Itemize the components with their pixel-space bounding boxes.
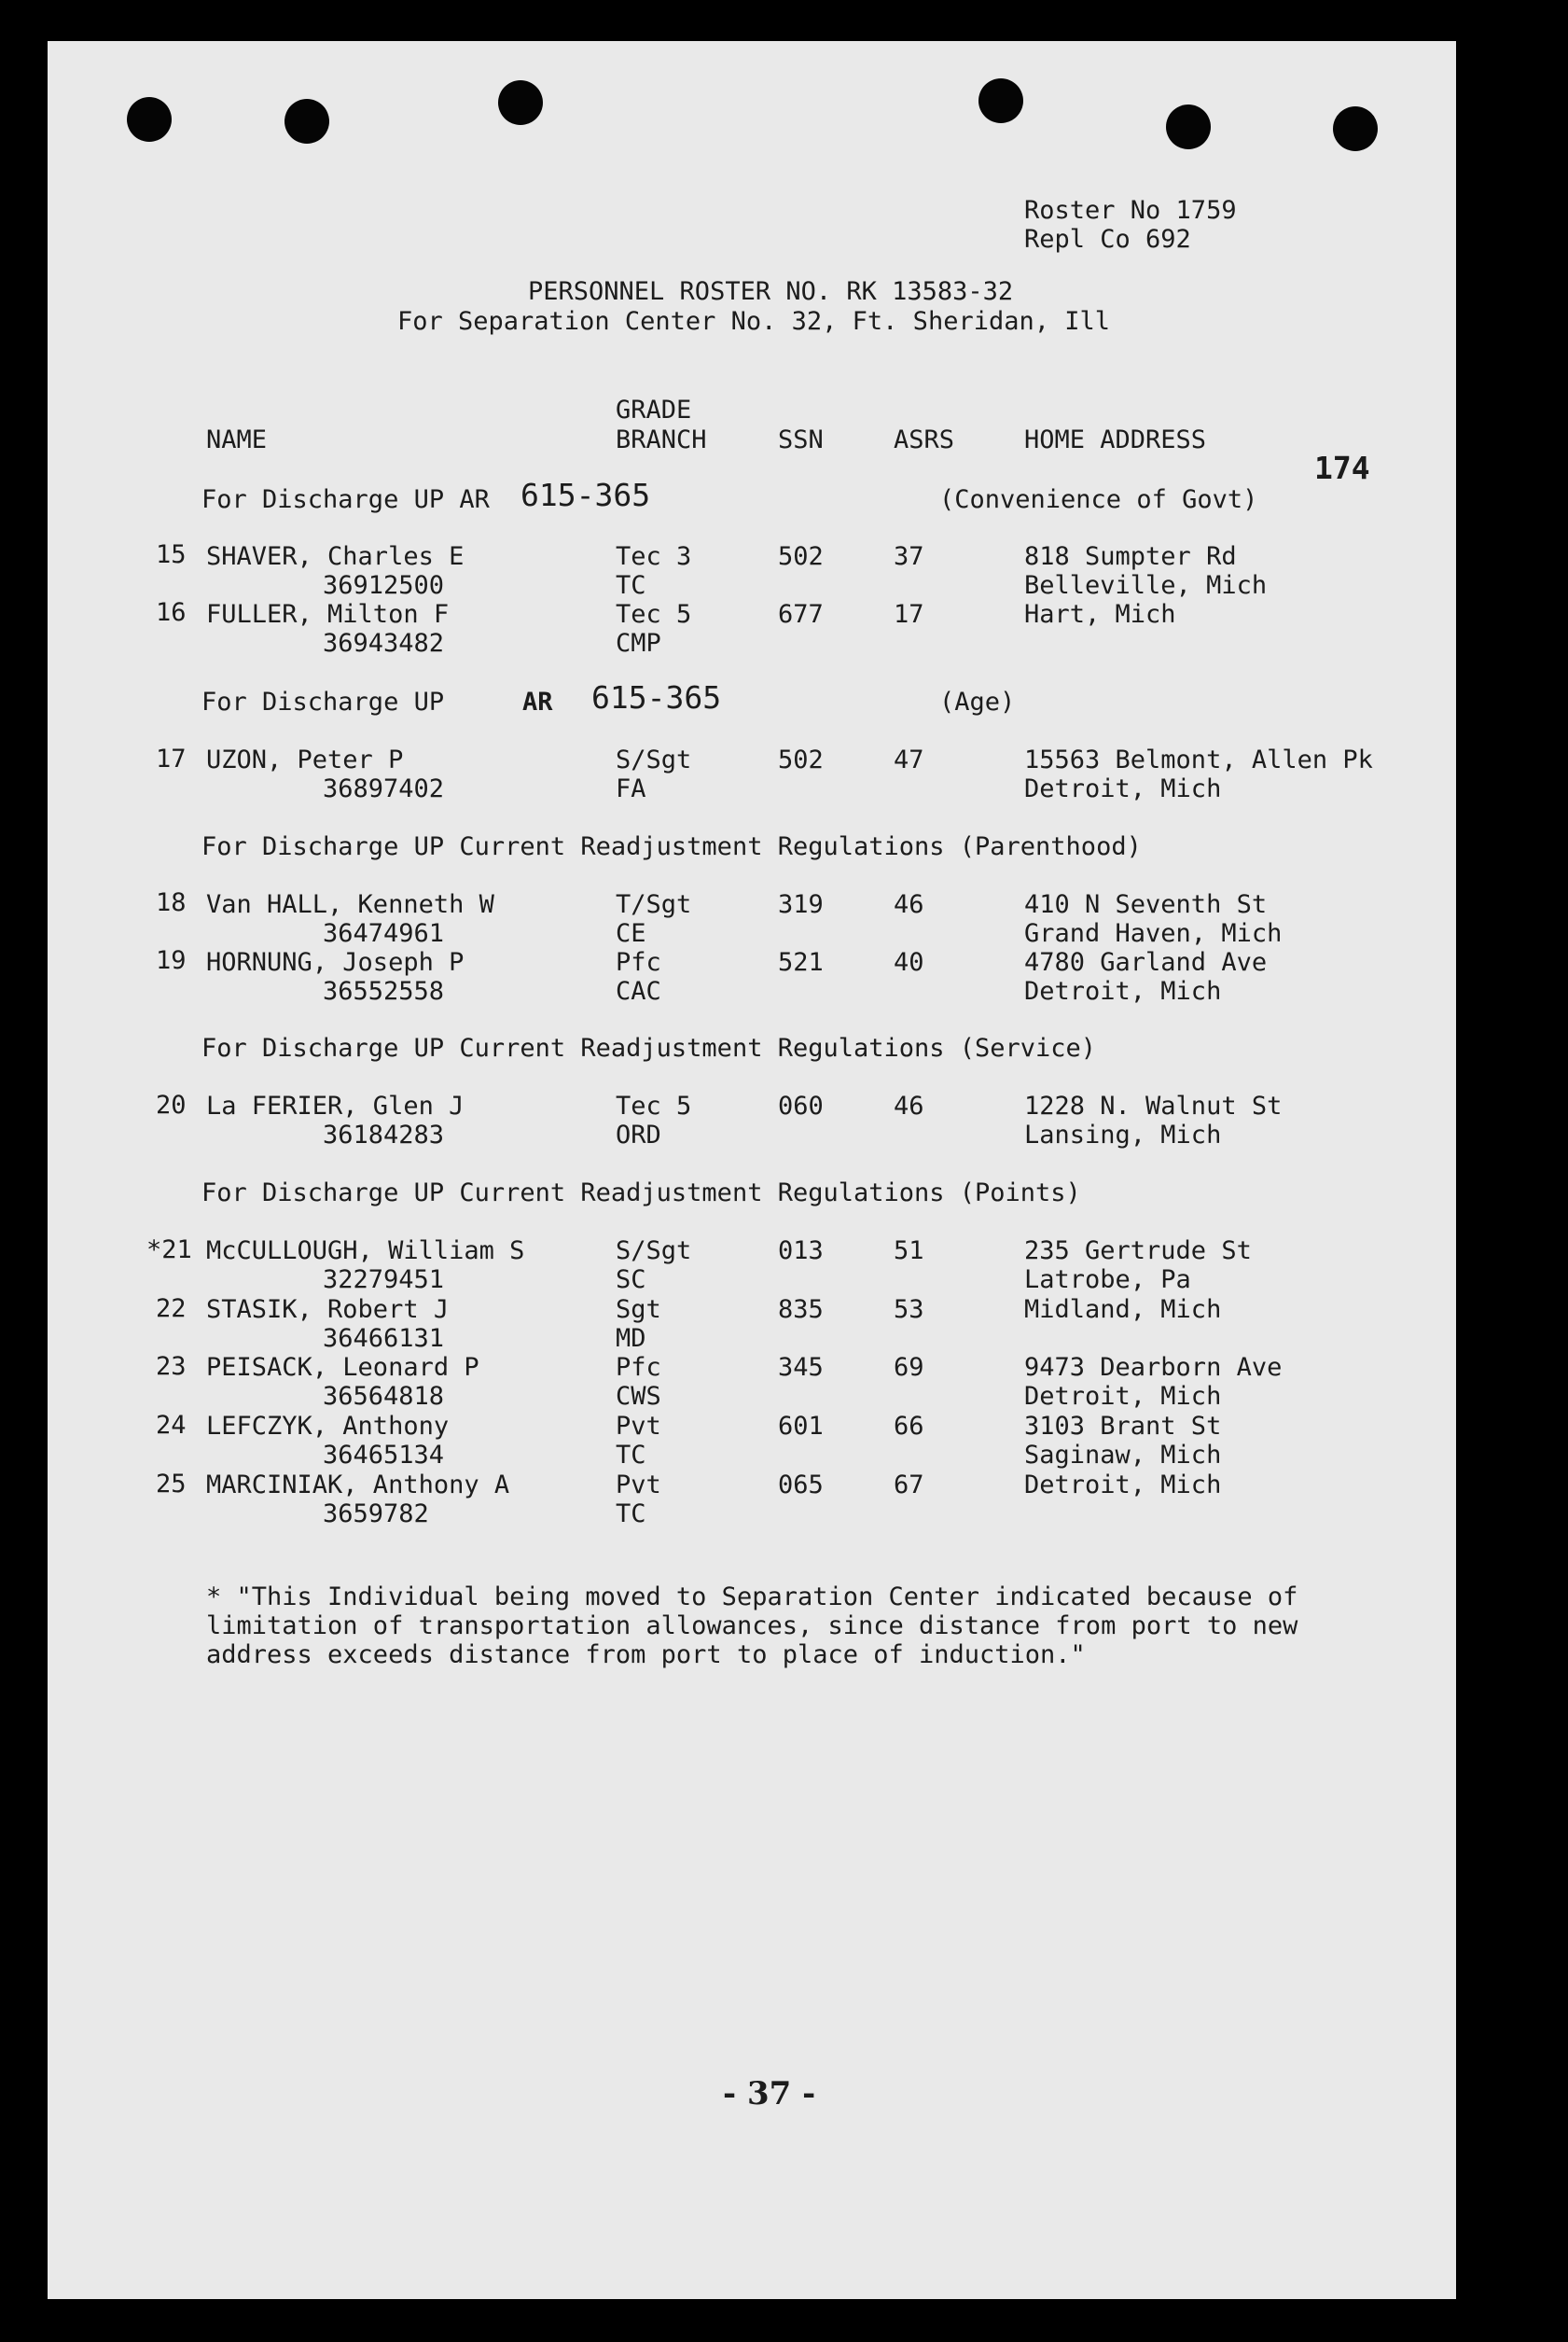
- serial-number: 36465134: [323, 1441, 445, 1470]
- row-number: 16: [156, 598, 187, 627]
- column-header-home-address: HOME ADDRESS: [1024, 425, 1207, 454]
- person-name: STASIK, Robert J: [206, 1295, 450, 1324]
- serial-number: 36943482: [323, 629, 445, 658]
- asrs: 51: [894, 1236, 924, 1265]
- branch: TC: [616, 1441, 646, 1470]
- row-number: *21: [146, 1235, 192, 1264]
- column-header-asrs: ASRS: [894, 425, 955, 454]
- address-line1: 1228 N. Walnut St: [1024, 1092, 1283, 1121]
- address-line2: Detroit, Mich: [1024, 1382, 1222, 1411]
- row-number: 23: [156, 1352, 187, 1381]
- grade: T/Sgt: [616, 890, 692, 919]
- person-name: HORNUNG, Joseph P: [206, 948, 465, 977]
- person-name: McCULLOUGH, William S: [206, 1236, 525, 1265]
- serial-number: 36912500: [323, 571, 445, 600]
- section-heading-ar: 615-365: [520, 477, 651, 513]
- grade: Pvt: [616, 1471, 661, 1499]
- branch: TC: [616, 1499, 646, 1528]
- punch-hole: [978, 78, 1023, 123]
- asrs: 66: [894, 1412, 924, 1441]
- address-line1: 235 Gertrude St: [1024, 1236, 1252, 1265]
- serial-number: 32279451: [323, 1265, 445, 1294]
- address-line1: 15563 Belmont, Allen Pk: [1024, 746, 1373, 774]
- branch: MD: [616, 1324, 646, 1353]
- asrs: 46: [894, 890, 924, 919]
- branch: SC: [616, 1265, 646, 1294]
- row-number: 24: [156, 1411, 187, 1440]
- serial-number: 36897402: [323, 774, 445, 803]
- person-name: UZON, Peter P: [206, 746, 404, 774]
- row-number: 17: [156, 745, 187, 774]
- row-number: 22: [156, 1294, 187, 1323]
- section-heading: For Discharge UP Current Readjustment Regulations (Service): [201, 1034, 1097, 1063]
- person-name: PEISACK, Leonard P: [206, 1353, 479, 1382]
- grade: Tec 3: [616, 542, 692, 571]
- person-name: La FERIER, Glen J: [206, 1092, 465, 1121]
- branch: CWS: [616, 1382, 661, 1411]
- row-number: 20: [156, 1091, 187, 1120]
- column-header-name: NAME: [206, 425, 268, 454]
- branch: FA: [616, 774, 646, 803]
- ssn: 835: [778, 1295, 824, 1324]
- punch-hole: [1166, 105, 1211, 149]
- document-subtitle: For Separation Center No. 32, Ft. Sheridan, Ill: [397, 307, 1111, 336]
- address-line1: 4780 Garland Ave: [1024, 948, 1268, 977]
- asrs: 46: [894, 1092, 924, 1121]
- punch-hole: [498, 80, 543, 125]
- serial-number: 36564818: [323, 1382, 445, 1411]
- address-line1: 410 N Seventh St: [1024, 890, 1268, 919]
- asrs: 37: [894, 542, 924, 571]
- row-number: 19: [156, 946, 187, 975]
- grade: Pvt: [616, 1412, 661, 1441]
- grade: S/Sgt: [616, 1236, 692, 1265]
- section-heading: For Discharge UP Current Readjustment Regulations (Points): [201, 1178, 1081, 1207]
- row-number: 18: [156, 888, 187, 917]
- address-line2: Saginaw, Mich: [1024, 1441, 1222, 1470]
- footnote-line: limitation of transportation allowances, since distance from port to new: [206, 1611, 1298, 1640]
- address-line2: Latrobe, Pa: [1024, 1265, 1191, 1294]
- asrs: 17: [894, 600, 924, 629]
- footnote-line: address exceeds distance from port to place of induction.": [206, 1640, 1086, 1669]
- branch: TC: [616, 571, 646, 600]
- punch-hole: [284, 99, 329, 144]
- section-heading-ar: 615-365: [591, 679, 722, 716]
- address-line2: Grand Haven, Mich: [1024, 919, 1283, 948]
- section-heading-reason: (Convenience of Govt): [939, 485, 1258, 514]
- serial-number: 36184283: [323, 1121, 445, 1150]
- ssn: 601: [778, 1412, 824, 1441]
- grade: S/Sgt: [616, 746, 692, 774]
- address-line2: Detroit, Mich: [1024, 977, 1222, 1006]
- ssn: 319: [778, 890, 824, 919]
- ssn: 502: [778, 746, 824, 774]
- column-header-grade: GRADE: [616, 396, 692, 425]
- grade: Pfc: [616, 948, 661, 977]
- branch: CMP: [616, 629, 661, 658]
- address-line1: Detroit, Mich: [1024, 1471, 1222, 1499]
- section-heading-ar-prefix: AR: [522, 688, 553, 717]
- document-title: PERSONNEL ROSTER NO. RK 13583-32: [528, 277, 1014, 306]
- document-page: [48, 41, 1456, 2299]
- ssn: 345: [778, 1353, 824, 1382]
- address-line1: 9473 Dearborn Ave: [1024, 1353, 1283, 1382]
- branch: CAC: [616, 977, 661, 1006]
- roster-number: Roster No 1759: [1024, 196, 1237, 225]
- person-name: LEFCZYK, Anthony: [206, 1412, 450, 1441]
- section-heading-reason: (Age): [939, 688, 1016, 717]
- ssn: 065: [778, 1471, 824, 1499]
- address-line1: Midland, Mich: [1024, 1295, 1222, 1324]
- ssn: 521: [778, 948, 824, 977]
- grade: Tec 5: [616, 1092, 692, 1121]
- section-heading: For Discharge UP Current Readjustment Regulations (Parenthood): [201, 832, 1142, 861]
- ssn: 677: [778, 600, 824, 629]
- serial-number: 3659782: [323, 1499, 429, 1528]
- address-line1: 3103 Brant St: [1024, 1412, 1222, 1441]
- replacement-company: Repl Co 692: [1024, 225, 1191, 254]
- person-name: FULLER, Milton F: [206, 600, 450, 629]
- punch-hole: [1333, 106, 1378, 151]
- page-stamp: 174: [1314, 450, 1370, 486]
- serial-number: 36474961: [323, 919, 445, 948]
- row-number: 15: [156, 540, 187, 569]
- asrs: 40: [894, 948, 924, 977]
- column-header-ssn: SSN: [778, 425, 824, 454]
- asrs: 47: [894, 746, 924, 774]
- address-line1: 818 Sumpter Rd: [1024, 542, 1237, 571]
- grade: Tec 5: [616, 600, 692, 629]
- branch: CE: [616, 919, 646, 948]
- person-name: Van HALL, Kenneth W: [206, 890, 494, 919]
- serial-number: 36466131: [323, 1324, 445, 1353]
- person-name: MARCINIAK, Anthony A: [206, 1471, 510, 1499]
- row-number: 25: [156, 1470, 187, 1499]
- address-line2: Lansing, Mich: [1024, 1121, 1222, 1150]
- address-line1: Hart, Mich: [1024, 600, 1176, 629]
- punch-hole: [127, 97, 172, 142]
- ssn: 013: [778, 1236, 824, 1265]
- asrs: 67: [894, 1471, 924, 1499]
- page-number: - 37 -: [723, 2075, 816, 2112]
- person-name: SHAVER, Charles E: [206, 542, 465, 571]
- address-line2: Belleville, Mich: [1024, 571, 1268, 600]
- section-heading: For Discharge UP AR: [201, 485, 490, 514]
- ssn: 502: [778, 542, 824, 571]
- column-header-branch: BRANCH: [616, 425, 707, 454]
- address-line2: Detroit, Mich: [1024, 774, 1222, 803]
- serial-number: 36552558: [323, 977, 445, 1006]
- asrs: 53: [894, 1295, 924, 1324]
- grade: Sgt: [616, 1295, 661, 1324]
- section-heading: For Discharge UP: [201, 688, 445, 717]
- ssn: 060: [778, 1092, 824, 1121]
- grade: Pfc: [616, 1353, 661, 1382]
- branch: ORD: [616, 1121, 661, 1150]
- footnote-line: * "This Individual being moved to Separation Center indicated because of: [206, 1582, 1298, 1611]
- asrs: 69: [894, 1353, 924, 1382]
